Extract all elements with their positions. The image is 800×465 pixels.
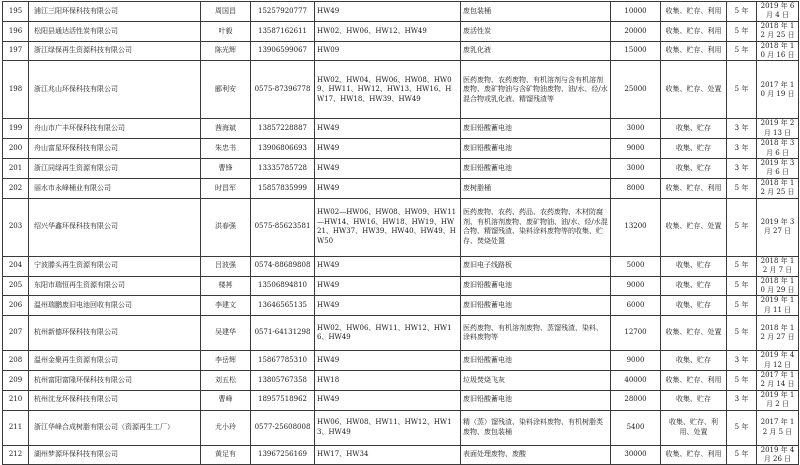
- contact-person: 叶毅: [201, 21, 251, 41]
- table-row: [3, 178, 799, 198]
- waste-codes: HW49: [315, 276, 461, 296]
- table-row: [3, 296, 799, 316]
- contact-person: 洪春强: [201, 198, 251, 256]
- table-row: [3, 445, 799, 465]
- issue-date: 2019 年 1 月 11 日: [757, 296, 799, 316]
- validity-period: 5 年: [727, 296, 757, 316]
- company-name: 丽水市永峰桶业有限公司: [29, 178, 201, 198]
- operation-mode: 收集、贮存: [661, 139, 727, 159]
- issue-date: 2018 年 12 月 25 日: [757, 178, 799, 198]
- table-row: [3, 410, 799, 445]
- contact-phone: 13335785728: [251, 159, 315, 179]
- validity-period: 5 年: [727, 198, 757, 256]
- annual-capacity: 3000: [611, 159, 661, 179]
- validity-period: 3 年: [727, 390, 757, 410]
- company-name: 杭州沈龙环保科技有限公司: [29, 390, 201, 410]
- waste-scope: 废乳化液: [461, 41, 611, 61]
- contact-phone: 0574-88689808: [251, 256, 315, 276]
- waste-scope: 废包装桶: [461, 2, 611, 22]
- company-name: 杭州新德环保科技有限公司: [29, 316, 201, 351]
- contact-person: 吕波强: [201, 256, 251, 276]
- validity-period: 3 年: [727, 159, 757, 179]
- waste-codes: HW49: [315, 139, 461, 159]
- issue-date: 2019 年 4 月 26 日: [757, 445, 799, 465]
- operation-mode: 收集、贮存、利用: [661, 21, 727, 41]
- waste-codes: HW09: [315, 41, 461, 61]
- contact-phone: 15257920777: [251, 2, 315, 22]
- issue-date: 2017 年 10 月 19 日: [757, 61, 799, 119]
- waste-scope: 废树脂桶: [461, 178, 611, 198]
- validity-period: 5 年: [727, 256, 757, 276]
- company-name: 宁波滕头再生资源有限公司: [29, 256, 201, 276]
- table-row: [3, 139, 799, 159]
- issue-date: 2019 年 3 月 27 日: [757, 198, 799, 256]
- table-row: [3, 316, 799, 351]
- issue-date: 2019 年 2 月 13 日: [757, 119, 799, 139]
- waste-scope: 废旧铅酸蓄电池: [461, 296, 611, 316]
- annual-capacity: 15000: [611, 41, 661, 61]
- contact-phone: 0577-25608008: [251, 410, 315, 445]
- waste-codes: HW49: [315, 159, 461, 179]
- annual-capacity: 30000: [611, 445, 661, 465]
- contact-phone: 13587162611: [251, 21, 315, 41]
- row-number: 209: [3, 370, 29, 390]
- validity-period: 5 年: [727, 21, 757, 41]
- annual-capacity: 6000: [611, 296, 661, 316]
- waste-codes: HW18: [315, 370, 461, 390]
- row-number: 204: [3, 256, 29, 276]
- validity-period: 5 年: [727, 370, 757, 390]
- company-name: 杭州富阳富隆环保科技有限公司: [29, 370, 201, 390]
- row-number: 196: [3, 21, 29, 41]
- annual-capacity: 3000: [611, 119, 661, 139]
- row-number: 206: [3, 296, 29, 316]
- annual-capacity: 12700: [611, 316, 661, 351]
- issue-date: 2018 年 12 月 27 日: [757, 316, 799, 351]
- contact-phone: 13906599067: [251, 41, 315, 61]
- permit-table-body: [3, 2, 799, 465]
- operation-mode: 收集、贮存、利用: [661, 445, 727, 465]
- issue-date: 2017 年 12 月 5 日: [757, 410, 799, 445]
- table-row: [3, 390, 799, 410]
- table-row: [3, 21, 799, 41]
- contact-phone: 15857835999: [251, 178, 315, 198]
- waste-codes: HW49: [315, 351, 461, 371]
- annual-capacity: 5000: [611, 256, 661, 276]
- row-number: 195: [3, 2, 29, 22]
- table-row: [3, 276, 799, 296]
- table-row: [3, 370, 799, 390]
- contact-person: 楼苒: [201, 276, 251, 296]
- contact-person: 吴建华: [201, 316, 251, 351]
- contact-phone: 0575-87396778: [251, 61, 315, 119]
- waste-codes: HW49: [315, 256, 461, 276]
- issue-date: 2018 年 3 月 6 日: [757, 139, 799, 159]
- validity-period: 5 年: [727, 61, 757, 119]
- validity-period: 3 年: [727, 351, 757, 371]
- operation-mode: 收集、贮存、处置: [661, 316, 727, 351]
- waste-scope: 医药废物、农药废物、有机溶剂与含有机溶剂废物、废矿物油与含矿物油废物、油/水、烃/水混合物或乳化液、精馏残渣等: [461, 61, 611, 119]
- validity-period: 5 年: [727, 2, 757, 22]
- validity-period: 5 年: [727, 276, 757, 296]
- company-name: 浙江兆山环保科技有限公司: [29, 61, 201, 119]
- operation-mode: 收集、贮存、处置: [661, 198, 727, 256]
- operation-mode: 收集、贮存、利用: [661, 178, 727, 198]
- waste-scope: 垃圾焚烧飞灰: [461, 370, 611, 390]
- company-name: 绍兴华鑫环保科技有限公司: [29, 198, 201, 256]
- waste-scope: 表面处理废物、废酸: [461, 445, 611, 465]
- validity-period: 5 年: [727, 316, 757, 351]
- row-number: 200: [3, 139, 29, 159]
- contact-person: 黄足有: [201, 445, 251, 465]
- issue-date: 2019 年 1 月 2 日: [757, 390, 799, 410]
- waste-codes: HW49: [315, 296, 461, 316]
- company-name: 温州瑞鹏废旧电池回收有限公司: [29, 296, 201, 316]
- annual-capacity: 9000: [611, 276, 661, 296]
- contact-person: 茜海斌: [201, 119, 251, 139]
- annual-capacity: 9000: [611, 139, 661, 159]
- company-name: 浙江绿保再生资源科技有限公司: [29, 41, 201, 61]
- contact-phone: 13906806693: [251, 139, 315, 159]
- waste-codes: HW02、HW04、HW06、HW08、HW09、HW11、HW12、HW13、HW16、HW17、HW18、HW39、HW49: [315, 61, 461, 119]
- issue-date: 2018 年 12 月 7 日: [757, 256, 799, 276]
- waste-scope: 废旧铅酸蓄电池: [461, 390, 611, 410]
- annual-capacity: 8000: [611, 178, 661, 198]
- validity-period: 3 年: [727, 139, 757, 159]
- issue-date: 2018 年 10 月 29 日: [757, 276, 799, 296]
- table-row: [3, 61, 799, 119]
- row-number: 198: [3, 61, 29, 119]
- contact-phone: 13506894810: [251, 276, 315, 296]
- annual-capacity: 9000: [611, 351, 661, 371]
- annual-capacity: 10000: [611, 2, 661, 22]
- operation-mode: 收集、贮存: [661, 276, 727, 296]
- waste-codes: HW02、HW06、HW12、HW49: [315, 21, 461, 41]
- operation-mode: 收集、贮存、利用: [661, 41, 727, 61]
- issue-date: 2019 年 3 月 6 日: [757, 159, 799, 179]
- contact-person: 陈光辉: [201, 41, 251, 61]
- contact-phone: 13805767358: [251, 370, 315, 390]
- contact-person: 时昌军: [201, 178, 251, 198]
- company-name: 东阳市瑞恒再生资源有限公司: [29, 276, 201, 296]
- contact-phone: 0575-85623581: [251, 198, 315, 256]
- waste-scope: 废旧铅酸蓄电池: [461, 119, 611, 139]
- contact-person: 曹锋: [201, 159, 251, 179]
- waste-scope: 医药废物、农药、药品、农药废物、木材防腐剂、有机溶剂废物、废矿物油、油/水、烃/水混合物、精馏残渣、染料涂料废物等的收集、贮存、焚烧处置: [461, 198, 611, 256]
- row-number: 211: [3, 410, 29, 445]
- contact-phone: 13646565135: [251, 296, 315, 316]
- waste-scope: 废旧铅酸蓄电池: [461, 351, 611, 371]
- waste-scope: 废旧电子线路板: [461, 256, 611, 276]
- issue-date: 2018 年 10 月 16 日: [757, 41, 799, 61]
- waste-codes: HW17、HW34: [315, 445, 461, 465]
- operation-mode: 收集、贮存: [661, 119, 727, 139]
- operation-mode: 收集、贮存: [661, 159, 727, 179]
- permit-table: [2, 1, 799, 465]
- waste-codes: HW02—HW06、HW08、HW09、HW11—HW14、HW16、HW18、HW19、HW21、HW37、HW39、HW40、HW49、HW50: [315, 198, 461, 256]
- annual-capacity: 5400: [611, 410, 661, 445]
- table-row: [3, 198, 799, 256]
- contact-person: 朱忠书: [201, 139, 251, 159]
- contact-person: 李岳辉: [201, 351, 251, 371]
- waste-codes: HW49: [315, 178, 461, 198]
- contact-phone: 0571-64131298: [251, 316, 315, 351]
- operation-mode: 收集、贮存、利用: [661, 370, 727, 390]
- contact-person: 曹峰: [201, 390, 251, 410]
- validity-period: 5 年: [727, 410, 757, 445]
- row-number: 202: [3, 178, 29, 198]
- table-row: [3, 2, 799, 22]
- issue-date: 2019 年 6 月 4 日: [757, 2, 799, 22]
- annual-capacity: 20000: [611, 21, 661, 41]
- operation-mode: 收集、贮存: [661, 256, 727, 276]
- validity-period: 3 年: [727, 119, 757, 139]
- row-number: 203: [3, 198, 29, 256]
- row-number: 201: [3, 159, 29, 179]
- company-name: 浦江三阳环保科技有限公司: [29, 2, 201, 22]
- waste-scope: 废活性炭: [461, 21, 611, 41]
- operation-mode: 收集、贮存、利用、处置: [661, 410, 727, 445]
- waste-scope: 废旧铅酸蓄电池: [461, 159, 611, 179]
- operation-mode: 收集、贮存、利用: [661, 2, 727, 22]
- waste-codes: HW49: [315, 390, 461, 410]
- row-number: 207: [3, 316, 29, 351]
- waste-scope: 废旧铅酸蓄电池: [461, 139, 611, 159]
- operation-mode: 收集、贮存: [661, 351, 727, 371]
- waste-codes: HW49: [315, 119, 461, 139]
- annual-capacity: 40000: [611, 370, 661, 390]
- operation-mode: 收集、贮存: [661, 390, 727, 410]
- annual-capacity: 25000: [611, 61, 661, 119]
- validity-period: 5 年: [727, 41, 757, 61]
- contact-person: 李建文: [201, 296, 251, 316]
- contact-phone: 15867785310: [251, 351, 315, 371]
- company-name: 舟山市广丰环保科技有限公司: [29, 119, 201, 139]
- row-number: 210: [3, 390, 29, 410]
- contact-person: 郦利安: [201, 61, 251, 119]
- waste-codes: HW06、HW08、HW11、HW12、HW13、HW49: [315, 410, 461, 445]
- waste-scope: 废旧铅酸蓄电池: [461, 276, 611, 296]
- contact-person: 刘五松: [201, 370, 251, 390]
- company-name: 浙江华峰合成树脂有限公司（资源再生工厂）: [29, 410, 201, 445]
- contact-phone: 13967256169: [251, 445, 315, 465]
- company-name: 浙江同绿再生资源有限公司: [29, 159, 201, 179]
- annual-capacity: 13200: [611, 198, 661, 256]
- waste-codes: HW49: [315, 2, 461, 22]
- waste-scope: 医药废物、有机溶剂废物、蒸馏残渣、染料、涂料废物等: [461, 316, 611, 351]
- annual-capacity: 28000: [611, 390, 661, 410]
- waste-scope: 精（蒸）馏残渣、染料涂料废物、有机树脂类废物、废包装桶: [461, 410, 611, 445]
- table-row: [3, 159, 799, 179]
- contact-phone: 13857228887: [251, 119, 315, 139]
- row-number: 199: [3, 119, 29, 139]
- row-number: 208: [3, 351, 29, 371]
- row-number: 205: [3, 276, 29, 296]
- operation-mode: 收集、贮存、处置: [661, 61, 727, 119]
- contact-person: 尤小玲: [201, 410, 251, 445]
- company-name: 松阳县通达活性炭有限公司: [29, 21, 201, 41]
- contact-phone: 18957518962: [251, 390, 315, 410]
- row-number: 212: [3, 445, 29, 465]
- operation-mode: 收集、贮存: [661, 296, 727, 316]
- table-row: [3, 119, 799, 139]
- table-row: [3, 41, 799, 61]
- contact-person: 周国昌: [201, 2, 251, 22]
- company-name: 舟山富星环保科技有限公司: [29, 139, 201, 159]
- issue-date: 2017 年 12 月 14 日: [757, 370, 799, 390]
- company-name: 温州金聚再生资源有限公司: [29, 351, 201, 371]
- issue-date: 2019 年 4 月 12 日: [757, 351, 799, 371]
- table-row: [3, 256, 799, 276]
- validity-period: 5 年: [727, 445, 757, 465]
- validity-period: 5 年: [727, 178, 757, 198]
- company-name: 湖州梦源环保科技有限公司: [29, 445, 201, 465]
- issue-date: 2018 年 12 月 25 日: [757, 21, 799, 41]
- table-row: [3, 351, 799, 371]
- waste-codes: HW02、HW06、HW11、HW12、HW16、HW49: [315, 316, 461, 351]
- row-number: 197: [3, 41, 29, 61]
